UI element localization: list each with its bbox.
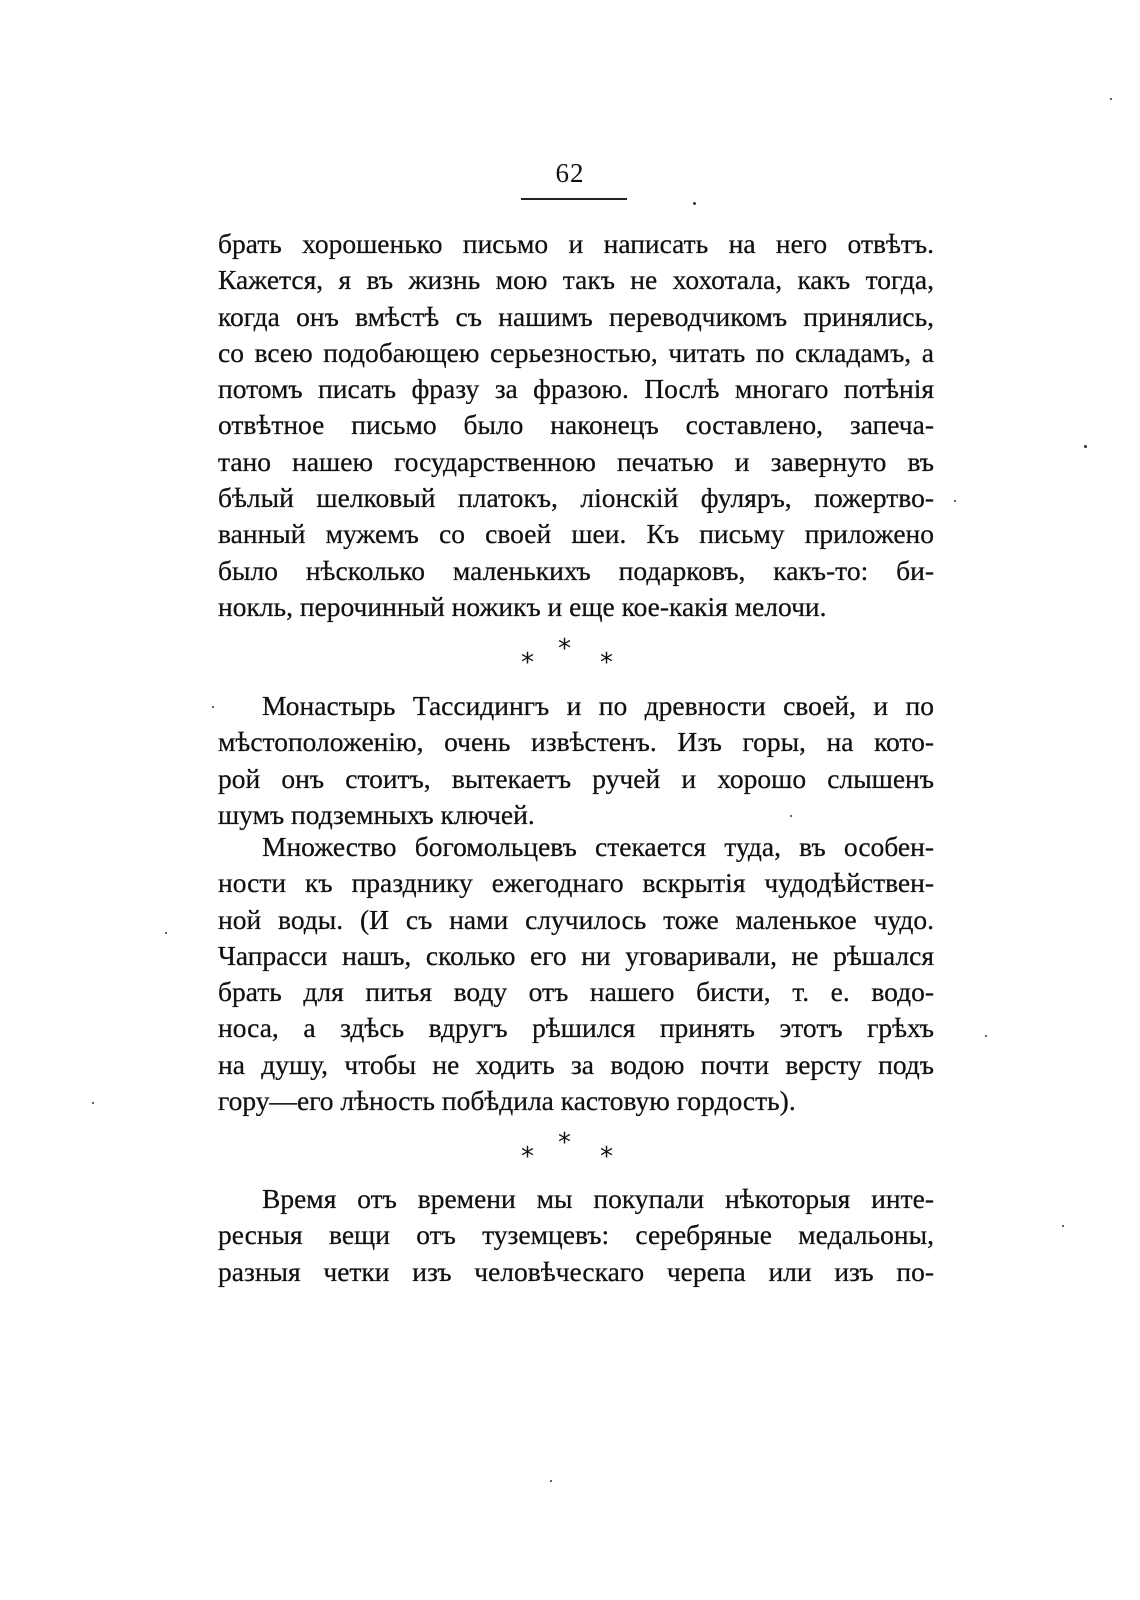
text-line: когда онъ вмѣстѣ съ нашимъ переводчикомъ принялись, [218, 300, 934, 332]
text-line: носа, а здѣсь вдругъ рѣшился принять этотъ грѣхъ [218, 1012, 934, 1044]
text-line: гору—его лѣность побѣдила кастовую гордость). [218, 1085, 796, 1117]
text-line: отвѣтное письмо было наконецъ составлено, запеча- [218, 409, 934, 441]
text-line: со всею подобающею серьезностью, читать по складамъ, а [218, 336, 934, 368]
scan-speck [1084, 445, 1087, 448]
scan-speck [1110, 98, 1112, 100]
scan-speck [165, 932, 167, 934]
scan-speck [92, 1102, 94, 1104]
text-line: рой онъ стоитъ, вытекаетъ ручей и хорошо слышенъ [218, 762, 934, 794]
page-number-rule [521, 198, 627, 200]
text-line: брать хорошенько письмо и написать на него отвѣтъ. [218, 228, 934, 259]
text-line: тано нашею государственною печатью и завернуто въ [218, 445, 934, 477]
text-line: ности къ празднику ежегоднаго вскрытія чудодѣйствен- [218, 867, 934, 899]
text-line: разныя четки изъ человѣческаго черепа или изъ по- [218, 1255, 934, 1287]
separator-star: * [600, 648, 613, 678]
text-line: шумъ подземныхъ ключей. [218, 798, 535, 830]
text-line: ванный мужемъ со своей шеи. Къ письму приложено [218, 518, 934, 550]
text-line: Множество богомольцевъ стекается туда, въ особен- [262, 831, 934, 862]
scan-speck [212, 706, 214, 708]
text-line: брать для питья воду отъ нашего бисти, т. е. водо- [218, 976, 934, 1008]
section-separator [0, 632, 1140, 682]
scan-speck [954, 500, 956, 502]
scan-speck [1062, 1225, 1064, 1227]
separator-star: * [521, 1142, 534, 1172]
paragraph-4 [218, 1181, 934, 1290]
paragraph-2 [218, 688, 934, 833]
separator-star: * [558, 634, 571, 664]
separator-star: * [558, 1128, 571, 1158]
paragraph-3 [218, 829, 934, 1119]
paragraph-1 [218, 226, 934, 625]
text-line: на душу, чтобы не ходить за водою почти версту подъ [218, 1048, 934, 1080]
text-line: ной воды. (И съ нами случилось тоже маленькое чудо. [218, 903, 934, 935]
scan-speck [693, 202, 696, 205]
text-line: ресныя вещи отъ туземцевъ: серебряные медальоны, [218, 1219, 934, 1251]
text-line: Монастырь Тассидингъ и по древности своей, и по [262, 690, 934, 721]
scan-speck [985, 1035, 987, 1037]
text-line: Время отъ времени мы покупали нѣкоторыя инте- [262, 1183, 934, 1214]
text-line: потомъ писать фразу за фразою. Послѣ многаго потѣнія [218, 373, 934, 405]
page-number: 62 [555, 158, 585, 188]
text-line: было нѣсколько маленькихъ подарковъ, какъ-то: би- [218, 554, 934, 586]
text-line: нокль, перочинный ножикъ и еще кое-какія мелочи. [218, 590, 827, 622]
separator-star: * [600, 1142, 613, 1172]
separator-star: * [521, 648, 534, 678]
scan-speck [790, 815, 792, 817]
text-line: Кажется, я въ жизнь мою такъ не хохотала, какъ тогда, [218, 264, 934, 296]
text-line: Чапрасси нашъ, сколько его ни уговаривали, не рѣшался [218, 939, 934, 971]
text-line: мѣстоположенію, очень извѣстенъ. Изъ горы, на кото- [218, 726, 934, 758]
scan-speck [550, 1480, 552, 1482]
section-separator [0, 1126, 1140, 1176]
text-line: бѣлый шелковый платокъ, ліонскій фуляръ, пожертво- [218, 482, 934, 514]
